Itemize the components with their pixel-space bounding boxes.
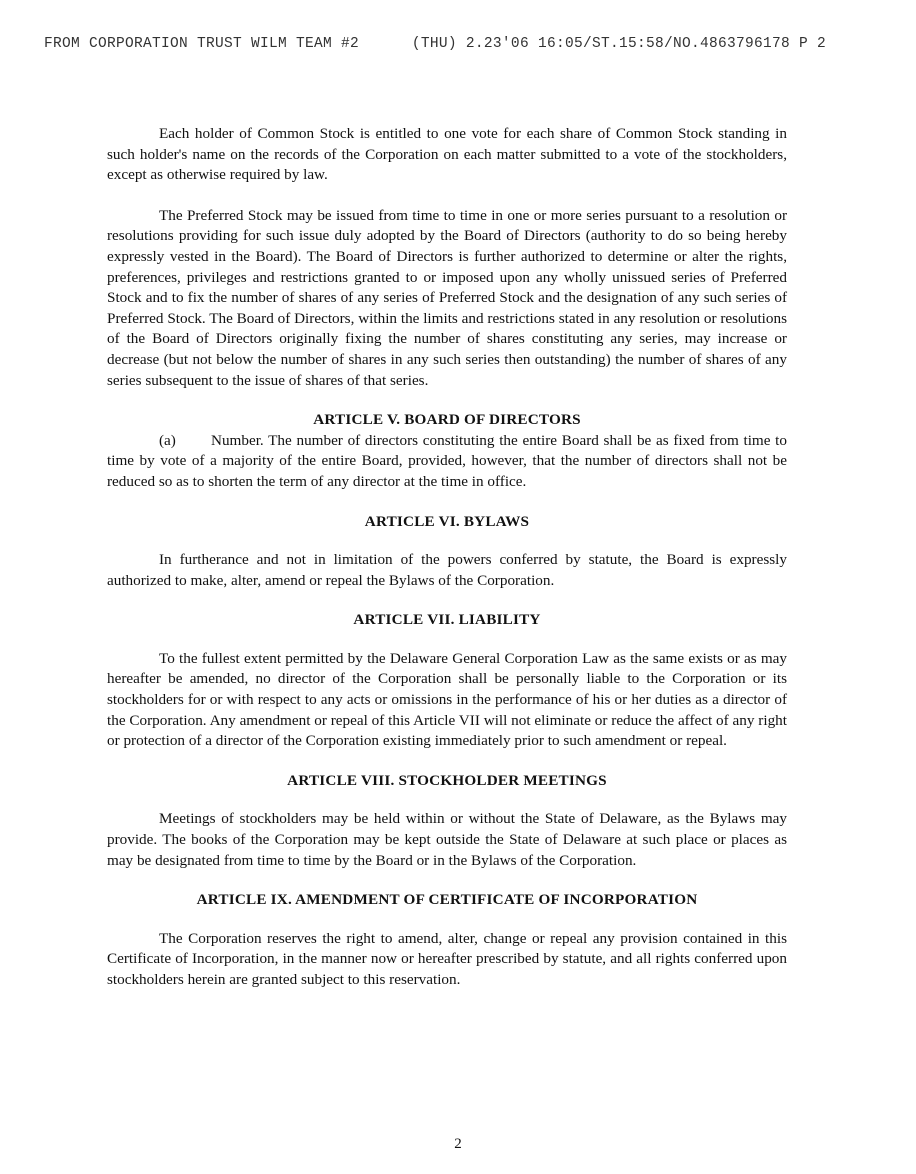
fax-header	[44, 36, 826, 52]
paragraph-article-vii: To the fullest extent permitted by the Delaware General Corporation Law as the same exists or as may hereafter be amended, no director of the Corporation shall be personally liable to the Corporation or its stockholders for or with respect to any acts or omissions in the performance of his or her duties as a director of the Corporation. Any amendment or repeal of this Article VII will not eliminate or reduce the affect of any right or protection of a director of the Corporation existing immediately prior to such amendment or repeal.	[107, 649, 787, 750]
document-body	[107, 124, 787, 991]
heading-article-v: ARTICLE V. BOARD OF DIRECTORS	[313, 411, 581, 429]
paragraph-article-vi: In furtherance and not in limitation of the powers conferred by statute, the Board is expressly authorized to make, alter, amend or repeal the Bylaws of the Corporation.	[107, 551, 787, 589]
fax-header-transmission-info: (THU) 2.23'06 16:05/ST.15:58/NO.4863796178 P 2	[411, 36, 826, 52]
paragraph-article-v-number	[107, 431, 787, 493]
paragraph-common-stock-vote: Each holder of Common Stock is entitled to one vote for each share of Common Stock standing in such holder's name on the records of the Corporation on each matter submitted to a vote of the stockholders, except as otherwise required by law.	[107, 125, 787, 184]
heading-article-vii: ARTICLE VII. LIABILITY	[353, 611, 541, 629]
heading-article-vi: ARTICLE VI. BYLAWS	[364, 512, 530, 530]
paragraph-article-ix: The Corporation reserves the right to amend, alter, change or repeal any provision contained in this Certificate of Incorporation, in the manner now or hereafter prescribed by statute, and all rights conferred upon stockholders herein are granted subject to this reservation.	[107, 929, 787, 988]
fax-header-sender: FROM CORPORATION TRUST WILM TEAM #2	[44, 36, 360, 52]
heading-article-viii: ARTICLE VIII. STOCKHOLDER MEETINGS	[287, 771, 607, 789]
page-number: 2	[454, 1136, 462, 1152]
heading-article-ix: ARTICLE IX. AMENDMENT OF CERTIFICATE OF INCORPORATION	[196, 891, 698, 909]
paragraph-preferred-stock: The Preferred Stock may be issued from time to time in one or more series pursuant to a resolution or resolutions providing for such issue duly adopted by the Board of Directors (authority to do so being hereby expressly vested in the Board). The Board of Directors is further authorized to determine or alter the rights, preferences, privileges and restrictions granted to or imposed upon any wholly unissued series of Preferred Stock and to fix the number of shares of any series of Preferred Stock and the designation of any such series of Preferred Stock. The Board of Directors, within the limits and restrictions stated in any resolution or resolutions of the Board of Directors originally fixing the number of shares constituting any series, may increase or decrease (but not below the number of shares in any such series then outstanding) the number of shares of any series subsequent to the issue of shares of that series.	[107, 206, 787, 389]
paragraph-article-viii: Meetings of stockholders may be held within or without the State of Delaware, as the Bylaws may provide. The books of the Corporation may be kept outside the State of Delaware at such place or places as may be designated from time to time by the Board or in the Bylaws of the Corporation.	[107, 810, 787, 869]
item-label-a: (a)	[159, 431, 176, 449]
article-v-item-text: Number. The number of directors constituting the entire Board shall be as fixed from time to time by vote of a majority of the entire Board, provided, however, that the number of directors shall not be reduced so as to shorten the term of any director at the time in office.	[107, 431, 787, 490]
